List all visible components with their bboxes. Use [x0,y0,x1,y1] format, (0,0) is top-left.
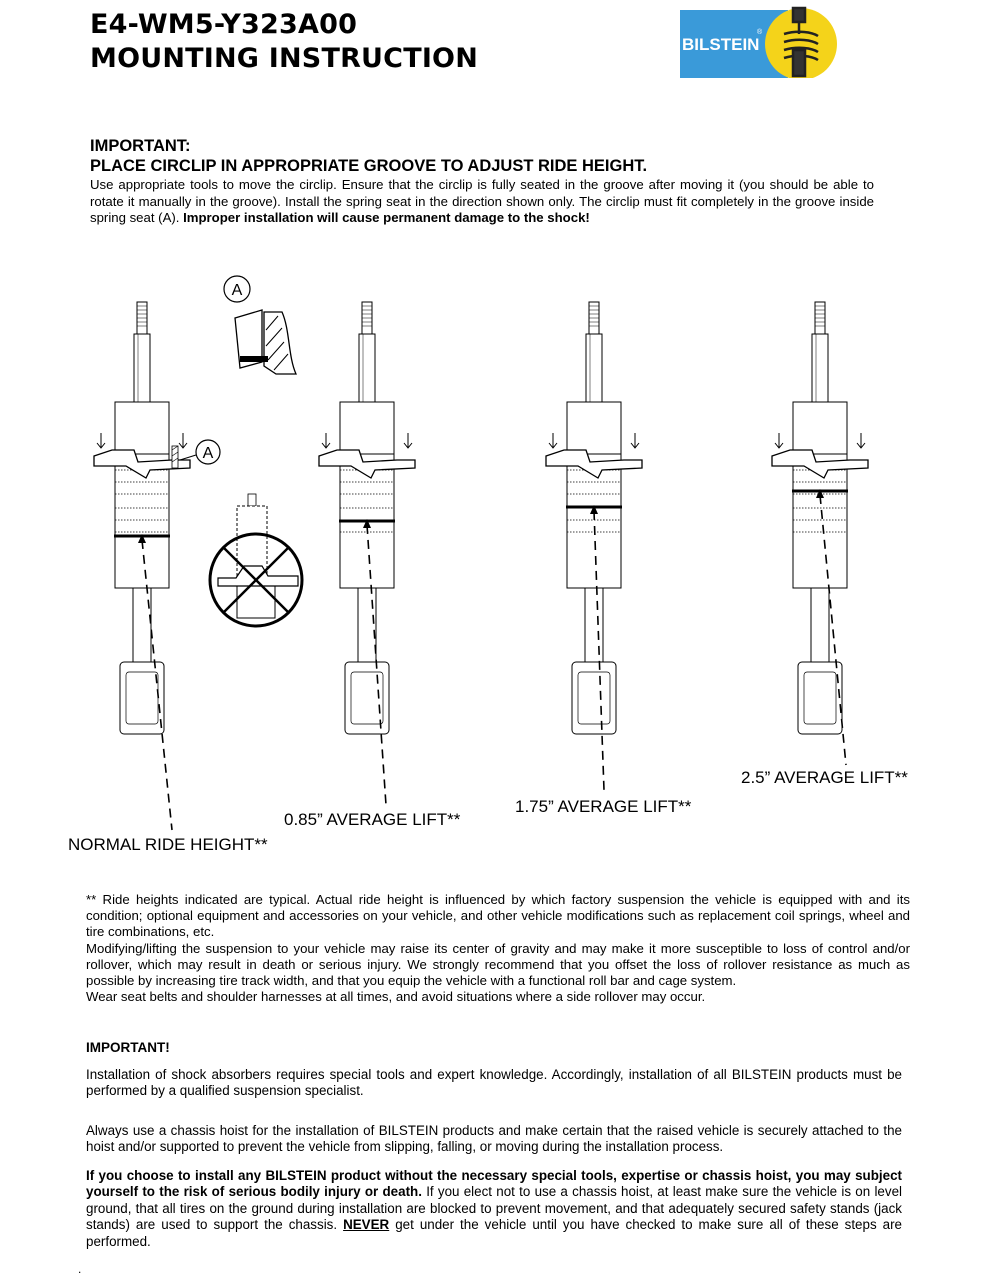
logo-registered-mark: ® [757,29,763,36]
detail-a [224,276,296,374]
important-label: IMPORTANT: [90,137,191,155]
warning-p1 [86,1067,902,1100]
document-header [90,8,478,76]
notes-p3: Wear seat belts and shoulder harnesses at all times, and avoid situations where a side rollover may occur. [86,989,706,1005]
warning-p2-text: Always use a chassis hoist for the installation of BILSTEIN products and make certain that the raised vehicle is securely attached to the hoist and/or supported to prevent the vehicle from slipping, falling, or moving during the installation process. [86,1123,902,1155]
warning-p3-bold: If you choose to install any BILSTEIN product without the necessary special tools, expertise or chassis hoist, you may subject yourself to the risk of serious bodily injury or death. [86,1168,902,1200]
incorrect-seat-orientation [210,494,302,626]
footer-dot: . [78,1262,82,1276]
warning-never: NEVER [343,1217,390,1233]
intro-text: Use appropriate tools to move the circlip. Ensure that the circlip is fully seated in the groove after moving it (you should be able to rotate it manually in the groove). Install the spring seat in the direction shown only. The circlip must fit completely in the groove inside spring seat (A). [90,177,874,225]
important-heading [90,136,647,176]
warning-p1-text: Installation of shock absorbers requires special tools and expert knowledge. Accordingly, installation of all BILSTEIN products must be performed by a qualified suspension specialist. [86,1067,902,1099]
warning-p3-text-b: get under the vehicle until you have checked to make sure all of these steps are performed. [86,1217,902,1249]
label-lift-25: 2.5” AVERAGE LIFT** [741,768,908,787]
shock-normal [94,302,190,734]
label-lift-175: 1.75” AVERAGE LIFT** [515,797,692,816]
detail-letter: A [231,282,243,299]
warning-heading: IMPORTANT! [86,1040,170,1055]
notes-p2: Modifying/lifting the suspension to your vehicle may raise its center of gravity and may make it more susceptible to loss of control and/or rollover, which may result in death or serious injury. We strongly recommend that you offset the loss of rollover resistance as much as possible by increasing tire track width, and that you equip the vehicle with a functional roll bar and cage system. [86,940,910,989]
intro-warning: Improper installation will cause permanent damage to the shock! [183,210,590,225]
logo-text: BILSTEIN [682,35,760,54]
warning-p3-text-a: If you elect not to use a chassis hoist, at least make sure the vehicle is on level ground, that all tires on the ground during installation are blocked to prevent movement, and that adequately secured safety stands (jack stands) are used to support the chassis. [86,1184,902,1233]
shock-lift-085 [319,302,415,734]
bilstein-logo [680,6,840,78]
notes-p1: ** Ride heights indicated are typical. Actual ride height is influenced by which factory suspension the vehicle is equipped with and its condition; optional equipment and accessories on your vehicle, and other vehicle modifications such as replacement coil springs, wheel and tire combinations, etc. [86,892,910,940]
shock-lift-25 [772,302,868,734]
ride-height-notes [86,892,910,1005]
label-lift-085: 0.85” AVERAGE LIFT** [284,810,461,829]
label-normal-ride-height: NORMAL RIDE HEIGHT** [68,835,268,854]
warning-p3 [86,1168,902,1250]
callout-letter: A [202,445,214,462]
part-number: E4-WM5-Y323A00 [90,9,358,40]
circlip-heading: PLACE CIRCLIP IN APPROPRIATE GROOVE TO ADJUST RIDE HEIGHT. [90,157,648,175]
intro-paragraph [90,177,874,227]
document-title: MOUNTING INSTRUCTION [90,43,479,74]
warning-p2 [86,1123,902,1156]
